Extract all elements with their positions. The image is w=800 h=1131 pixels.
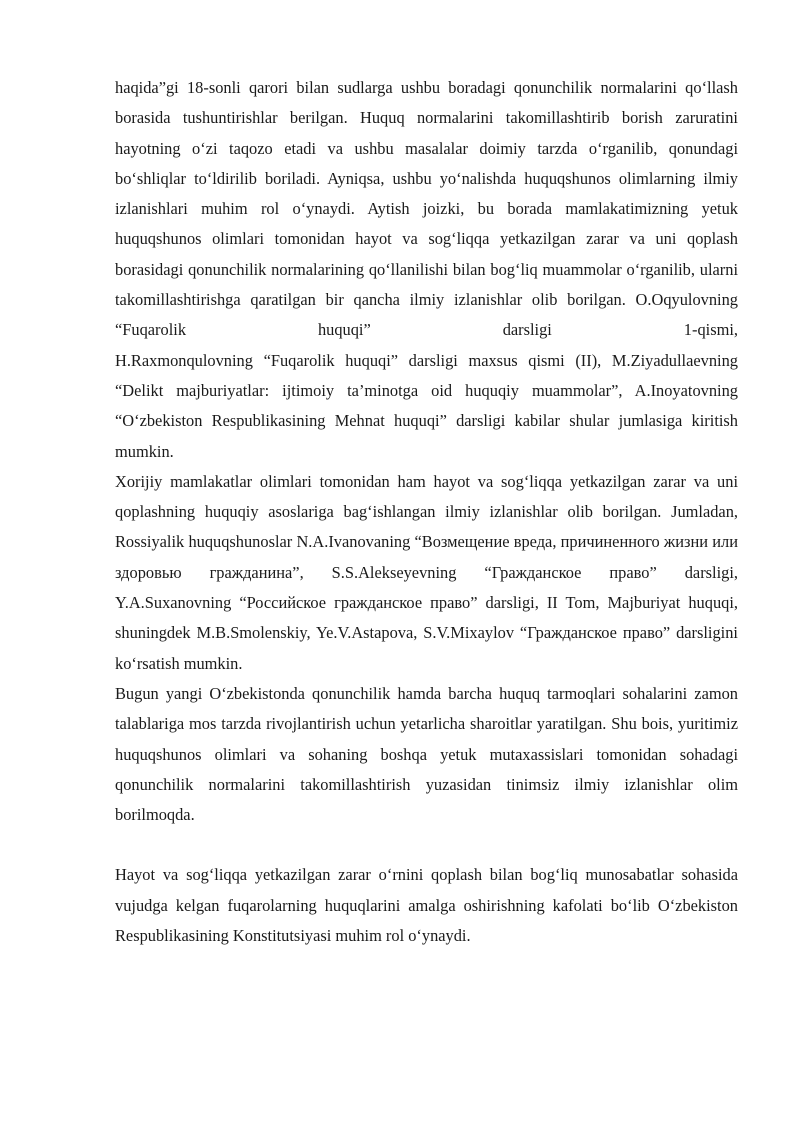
paragraph-spacer [115, 830, 738, 860]
paragraph-uzbek-textbooks: H.Raxmonqulovning “Fuqarolik huquqi” darsligi maxsus qismi (II), M.Ziyadullaevning “Delikt majburiyatlar: ijtimoiy ta’minotga oid huquqiy muammolar”, A.Inoyatovning “O‘zbekiston Respublikasining Mehnat huquqi” darsligi kabilar shular jumlasiga kiritish mumkin. [115, 350, 738, 461]
document-body [115, 73, 738, 951]
paragraph-foreign-research: Xorijiy mamlakatlar olimlari tomonidan ham hayot va sog‘liqqa yetkazilgan zarar va uni qoplashning huquqiy asoslariga bag‘ishlangan ilmiy izlanishlar olib borilgan. Jumladan, Rossiyalik huquqshunoslar N.A.Ivanovaning “Возмещение вреда, причиненного жизни или здоровью гражданина”, S.S.Alekseyevning “Гражданское право” darsligi, Y.A.Suxanovning “Российское гражданское право” darsligi, II Tom, Majburiyat huquqi, shuningdek M.B.Smolenskiy, Ye.V.Astapova, S.V.Mixaylov “Гражданское право” darsligini ko‘rsatish mumkin. [115, 471, 738, 673]
paragraph-constitution-role: Hayot va sog‘liqqa yetkazilgan zarar o‘rnini qoplash bilan bog‘liq munosabatlar sohasida vujudga kelgan fuqarolarning huquqlarini amalga oshirishning kafolati bo‘lib O‘zbekiston Respublikasining Konstitutsiyasi muhim rol o‘ynaydi. [115, 865, 738, 946]
paragraph-research-overview: haqida”gi 18-sonli qarori bilan sudlarga ushbu boradagi qonunchilik normalarini qo‘llash borasida tushuntirishlar berilgan. Huquq normalarini takomillashtirib borish zaruratini hayotning o‘zi taqozo etadi va ushbu masalalar doimiy tarzda o‘rganilib, qonundagi bo‘shliqlar to‘ldirilib boriladi. Ayniqsa, ushbu yo‘nalishda huquqshunos olimlarning ilmiy izlanishlari muhim rol o‘ynaydi. Aytish joizki, bu borada mamlakatimizning yetuk huquqshunos olimlari tomonidan hayot va sog‘liqqa yetkazilgan zarar va uni qoplash borasidagi qonunchilik normalarining qo‘llanilishi bilan bog‘liq muammolar o‘rganilib, ularni takomillashtirishga qaratilgan bir qancha ilmiy izlanishlar olib borilgan. O.Oqyulovning “Fuqarolik huquqi” darsligi 1-qismi, [115, 78, 738, 340]
paragraph-new-uzbekistan: Bugun yangi O‘zbekistonda qonunchilik hamda barcha huquq tarmoqlari sohalarini zamon talablariga mos tarzda rivojlantirish uchun yetarlicha sharoitlar yaratilgan. Shu bois, yuritimiz huquqshunos olimlari va sohaning boshqa yetuk mutaxassislari tomonidan sohadagi qonunchilik normalarini takomillashtirish yuzasidan tinimsiz ilmiy izlanishlar olim borilmoqda. [115, 683, 738, 825]
